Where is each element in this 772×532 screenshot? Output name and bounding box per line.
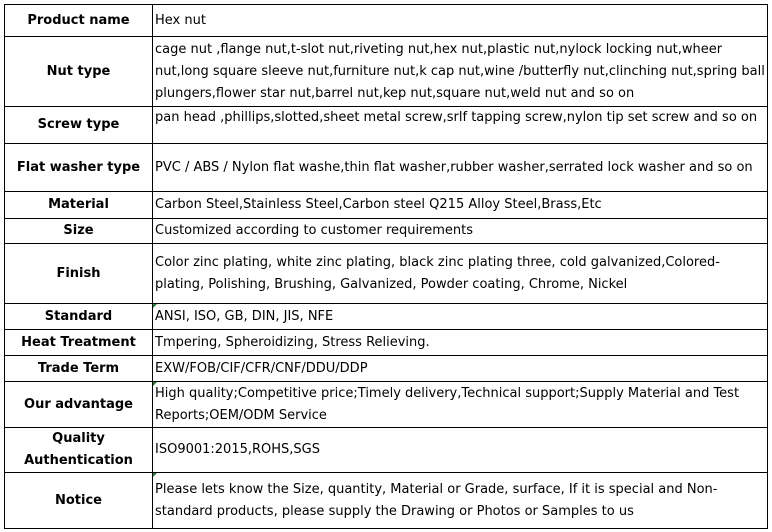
row-label: Trade Term	[5, 356, 153, 382]
table-row-screw-type	[5, 107, 768, 144]
row-label: Nut type	[5, 37, 153, 107]
table-row-nut-type	[5, 37, 768, 107]
row-value-text: Please lets know the Size, quantity, Material or Grade, surface, If it is special and Non-standard products, please supply the Drawing or Photos or Samples to us	[155, 481, 718, 519]
row-value: Customized according to customer requirements	[153, 219, 768, 244]
row-label: Notice	[5, 473, 153, 529]
table-row-product-name	[5, 5, 768, 37]
row-value-text: High quality;Competitive price;Timely delivery,Technical support;Supply Material and Test Reports;OEM/ODM Service	[155, 385, 740, 423]
row-label: Heat Treatment	[5, 330, 153, 356]
row-label: Material	[5, 192, 153, 219]
row-value: cage nut ,flange nut,t-slot nut,riveting nut,hex nut,plastic nut,nylock locking nut,wheer nut,long square sleeve nut,furniture nut,k cap nut,wine /butterfly nut,clinching nut,spring ball plungers,flower star nut,barrel nut,kep nut,square nut,weld nut and so on	[153, 37, 768, 107]
table-row-flat-washer-type	[5, 144, 768, 192]
cell-corner-marker	[153, 304, 157, 308]
row-label: Product name	[5, 5, 153, 37]
cell-corner-marker	[153, 473, 157, 477]
row-value	[153, 382, 768, 428]
row-label: Flat washer type	[5, 144, 153, 192]
row-value	[153, 304, 768, 330]
table-row-our-advantage	[5, 382, 768, 428]
row-value: pan head ,phillips,slotted,sheet metal screw,srlf tapping screw,nylon tip set screw and so on	[153, 107, 768, 144]
row-value: EXW/FOB/CIF/CFR/CNF/DDU/DDP	[153, 356, 768, 382]
row-value: Color zinc plating, white zinc plating, black zinc plating three, cold galvanized,Colored-plating, Polishing, Brushing, Galvanized, Powder coating, Chrome, Nickel	[153, 244, 768, 304]
row-label: Screw type	[5, 107, 153, 144]
table-row-trade-term	[5, 356, 768, 382]
row-value: Tmpering, Spheroidizing, Stress Relieving.	[153, 330, 768, 356]
row-value: ISO9001:2015,ROHS,SGS	[153, 428, 768, 473]
row-value	[153, 473, 768, 529]
cell-corner-marker	[153, 382, 157, 386]
row-value: Carbon Steel,Stainless Steel,Carbon steel Q215 Alloy Steel,Brass,Etc	[153, 192, 768, 219]
row-label: Quality Authentication	[5, 428, 153, 473]
row-value: Hex nut	[153, 5, 768, 37]
table-row-quality-authentication	[5, 428, 768, 473]
table-row-heat-treatment	[5, 330, 768, 356]
table-row-material	[5, 192, 768, 219]
row-value-text: ANSI, ISO, GB, DIN, JIS, NFE	[155, 308, 334, 324]
table-row-notice	[5, 473, 768, 529]
row-label: Size	[5, 219, 153, 244]
row-label: Standard	[5, 304, 153, 330]
row-label: Finish	[5, 244, 153, 304]
row-label: Our advantage	[5, 382, 153, 428]
table-row-standard	[5, 304, 768, 330]
table-row-finish	[5, 244, 768, 304]
row-value: PVC / ABS / Nylon flat washe,thin flat washer,rubber washer,serrated lock washer and so on	[153, 144, 768, 192]
product-spec-table	[4, 4, 768, 529]
table-row-size	[5, 219, 768, 244]
